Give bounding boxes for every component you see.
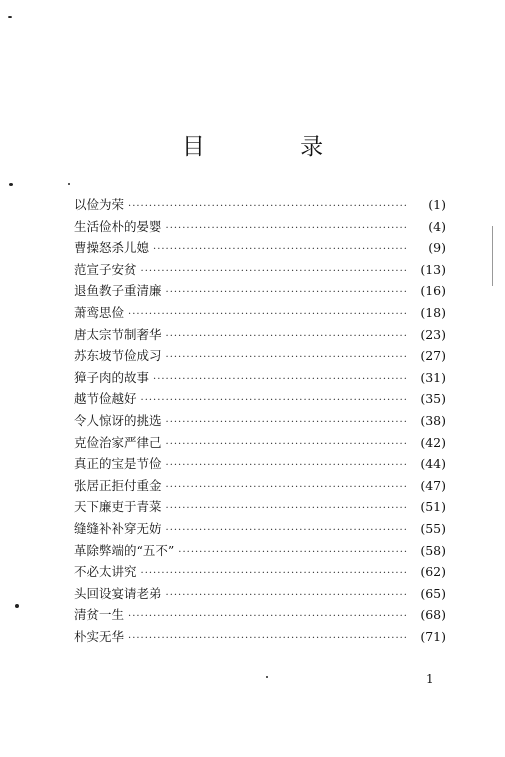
toc-entry-page: (55) (420, 520, 446, 536)
toc-entry-title: 朴实无华 (74, 628, 125, 644)
toc-entry-page: (31) (420, 369, 446, 385)
toc-leader-dots (141, 563, 408, 585)
toc-leader-dots (128, 628, 408, 650)
scan-mark (492, 226, 493, 286)
toc-entry-title: 范宣子安贫 (74, 261, 137, 277)
toc-entry-page: (51) (420, 499, 446, 515)
toc-entry (74, 561, 446, 583)
toc-entry-title: 革除弊端的“五不” (74, 542, 175, 558)
toc-entry (74, 410, 446, 432)
toc-entry-page: (65) (420, 585, 446, 601)
page-title: 目 录 (181, 134, 368, 160)
scan-speck (9, 183, 13, 186)
toc-entry-title: 天下廉吏于青菜 (74, 499, 162, 515)
toc-entry-page: (18) (420, 304, 446, 320)
toc-entry (74, 518, 446, 540)
toc-entry-title: 以俭为荣 (74, 197, 125, 212)
toc-entry-page: (42) (420, 434, 446, 450)
toc-entry (74, 324, 446, 346)
toc-entry (74, 432, 446, 454)
toc-entry-page: (44) (420, 456, 446, 472)
toc-entry (74, 237, 446, 259)
toc-leader-dots (166, 326, 408, 348)
toc-entry-page: (4) (428, 218, 446, 234)
toc-leader-dots (166, 347, 408, 369)
toc-entry-title: 缝缝补补穿无妨 (74, 520, 162, 536)
toc-entry (74, 367, 446, 389)
toc-entry-page: (27) (420, 348, 446, 364)
toc-entry (74, 626, 446, 648)
toc-leader-dots (166, 218, 408, 240)
toc-entry-page: (9) (428, 240, 446, 256)
toc-entry-title: 令人惊讶的挑选 (74, 412, 162, 428)
page-number: 1 (426, 672, 434, 686)
toc-entry-page: (1) (428, 197, 446, 212)
toc-entry (74, 194, 446, 216)
toc-entry (74, 302, 446, 324)
toc-entry-title: 曹操怒杀儿媳 (74, 240, 150, 256)
toc-entry-page: (58) (420, 542, 446, 558)
toc-leader-dots (166, 585, 408, 607)
toc-leader-dots (166, 434, 408, 456)
toc-entry-page: (35) (420, 391, 446, 407)
toc-entry-page: (13) (420, 261, 446, 277)
toc-entry-title: 生活俭朴的晏婴 (74, 218, 162, 234)
toc-entry-title: 萧鸾思俭 (74, 304, 125, 320)
scan-speck (15, 604, 19, 608)
toc-entry (74, 540, 446, 562)
toc-entry-title: 獐子肉的故事 (74, 369, 150, 385)
toc-leader-dots (166, 477, 408, 499)
toc-entry-title: 头回设宴请老弟 (74, 585, 162, 601)
toc-entry (74, 604, 446, 626)
toc-entry (74, 583, 446, 605)
toc-leader-dots (166, 498, 408, 520)
toc-entry (74, 388, 446, 410)
toc-entry-title: 唐太宗节制奢华 (74, 326, 162, 342)
scan-speck (8, 16, 12, 18)
toc-leader-dots (153, 239, 408, 261)
toc-entry-page: (16) (420, 283, 446, 299)
toc-leader-dots (153, 369, 408, 391)
toc-entry-title: 苏东坡节俭成习 (74, 348, 162, 364)
toc-entry (74, 453, 446, 475)
scan-speck (68, 183, 70, 185)
toc-leader-dots (128, 196, 408, 218)
table-of-contents (74, 194, 446, 647)
toc-entry-title: 不必太讲究 (74, 564, 137, 580)
toc-entry (74, 280, 446, 302)
toc-entry-title: 清贫一生 (74, 607, 125, 623)
toc-entry-title: 张居正拒付重金 (74, 477, 162, 493)
toc-entry (74, 475, 446, 497)
toc-leader-dots (166, 412, 408, 434)
toc-leader-dots (178, 542, 408, 564)
toc-entry-page: (68) (420, 607, 446, 623)
toc-entry-title: 退鱼教子重清廉 (74, 283, 162, 299)
toc-entry (74, 216, 446, 238)
toc-entry (74, 259, 446, 281)
toc-entry-title: 克俭治家严律己 (74, 434, 162, 450)
toc-leader-dots (128, 304, 408, 326)
toc-leader-dots (141, 390, 408, 412)
toc-leader-dots (166, 282, 408, 304)
toc-entry-title: 真正的宝是节俭 (74, 456, 162, 472)
toc-entry-page: (62) (420, 564, 446, 580)
toc-entry-title: 越节俭越好 (74, 391, 137, 407)
toc-leader-dots (166, 455, 408, 477)
toc-entry (74, 345, 446, 367)
scan-speck (266, 676, 268, 678)
toc-entry (74, 496, 446, 518)
toc-entry-page: (23) (420, 326, 446, 342)
toc-entry-page: (71) (420, 628, 446, 644)
toc-entry-page: (47) (420, 477, 446, 493)
toc-leader-dots (128, 606, 408, 628)
toc-leader-dots (141, 261, 408, 283)
toc-entry-page: (38) (420, 412, 446, 428)
toc-leader-dots (166, 520, 408, 542)
